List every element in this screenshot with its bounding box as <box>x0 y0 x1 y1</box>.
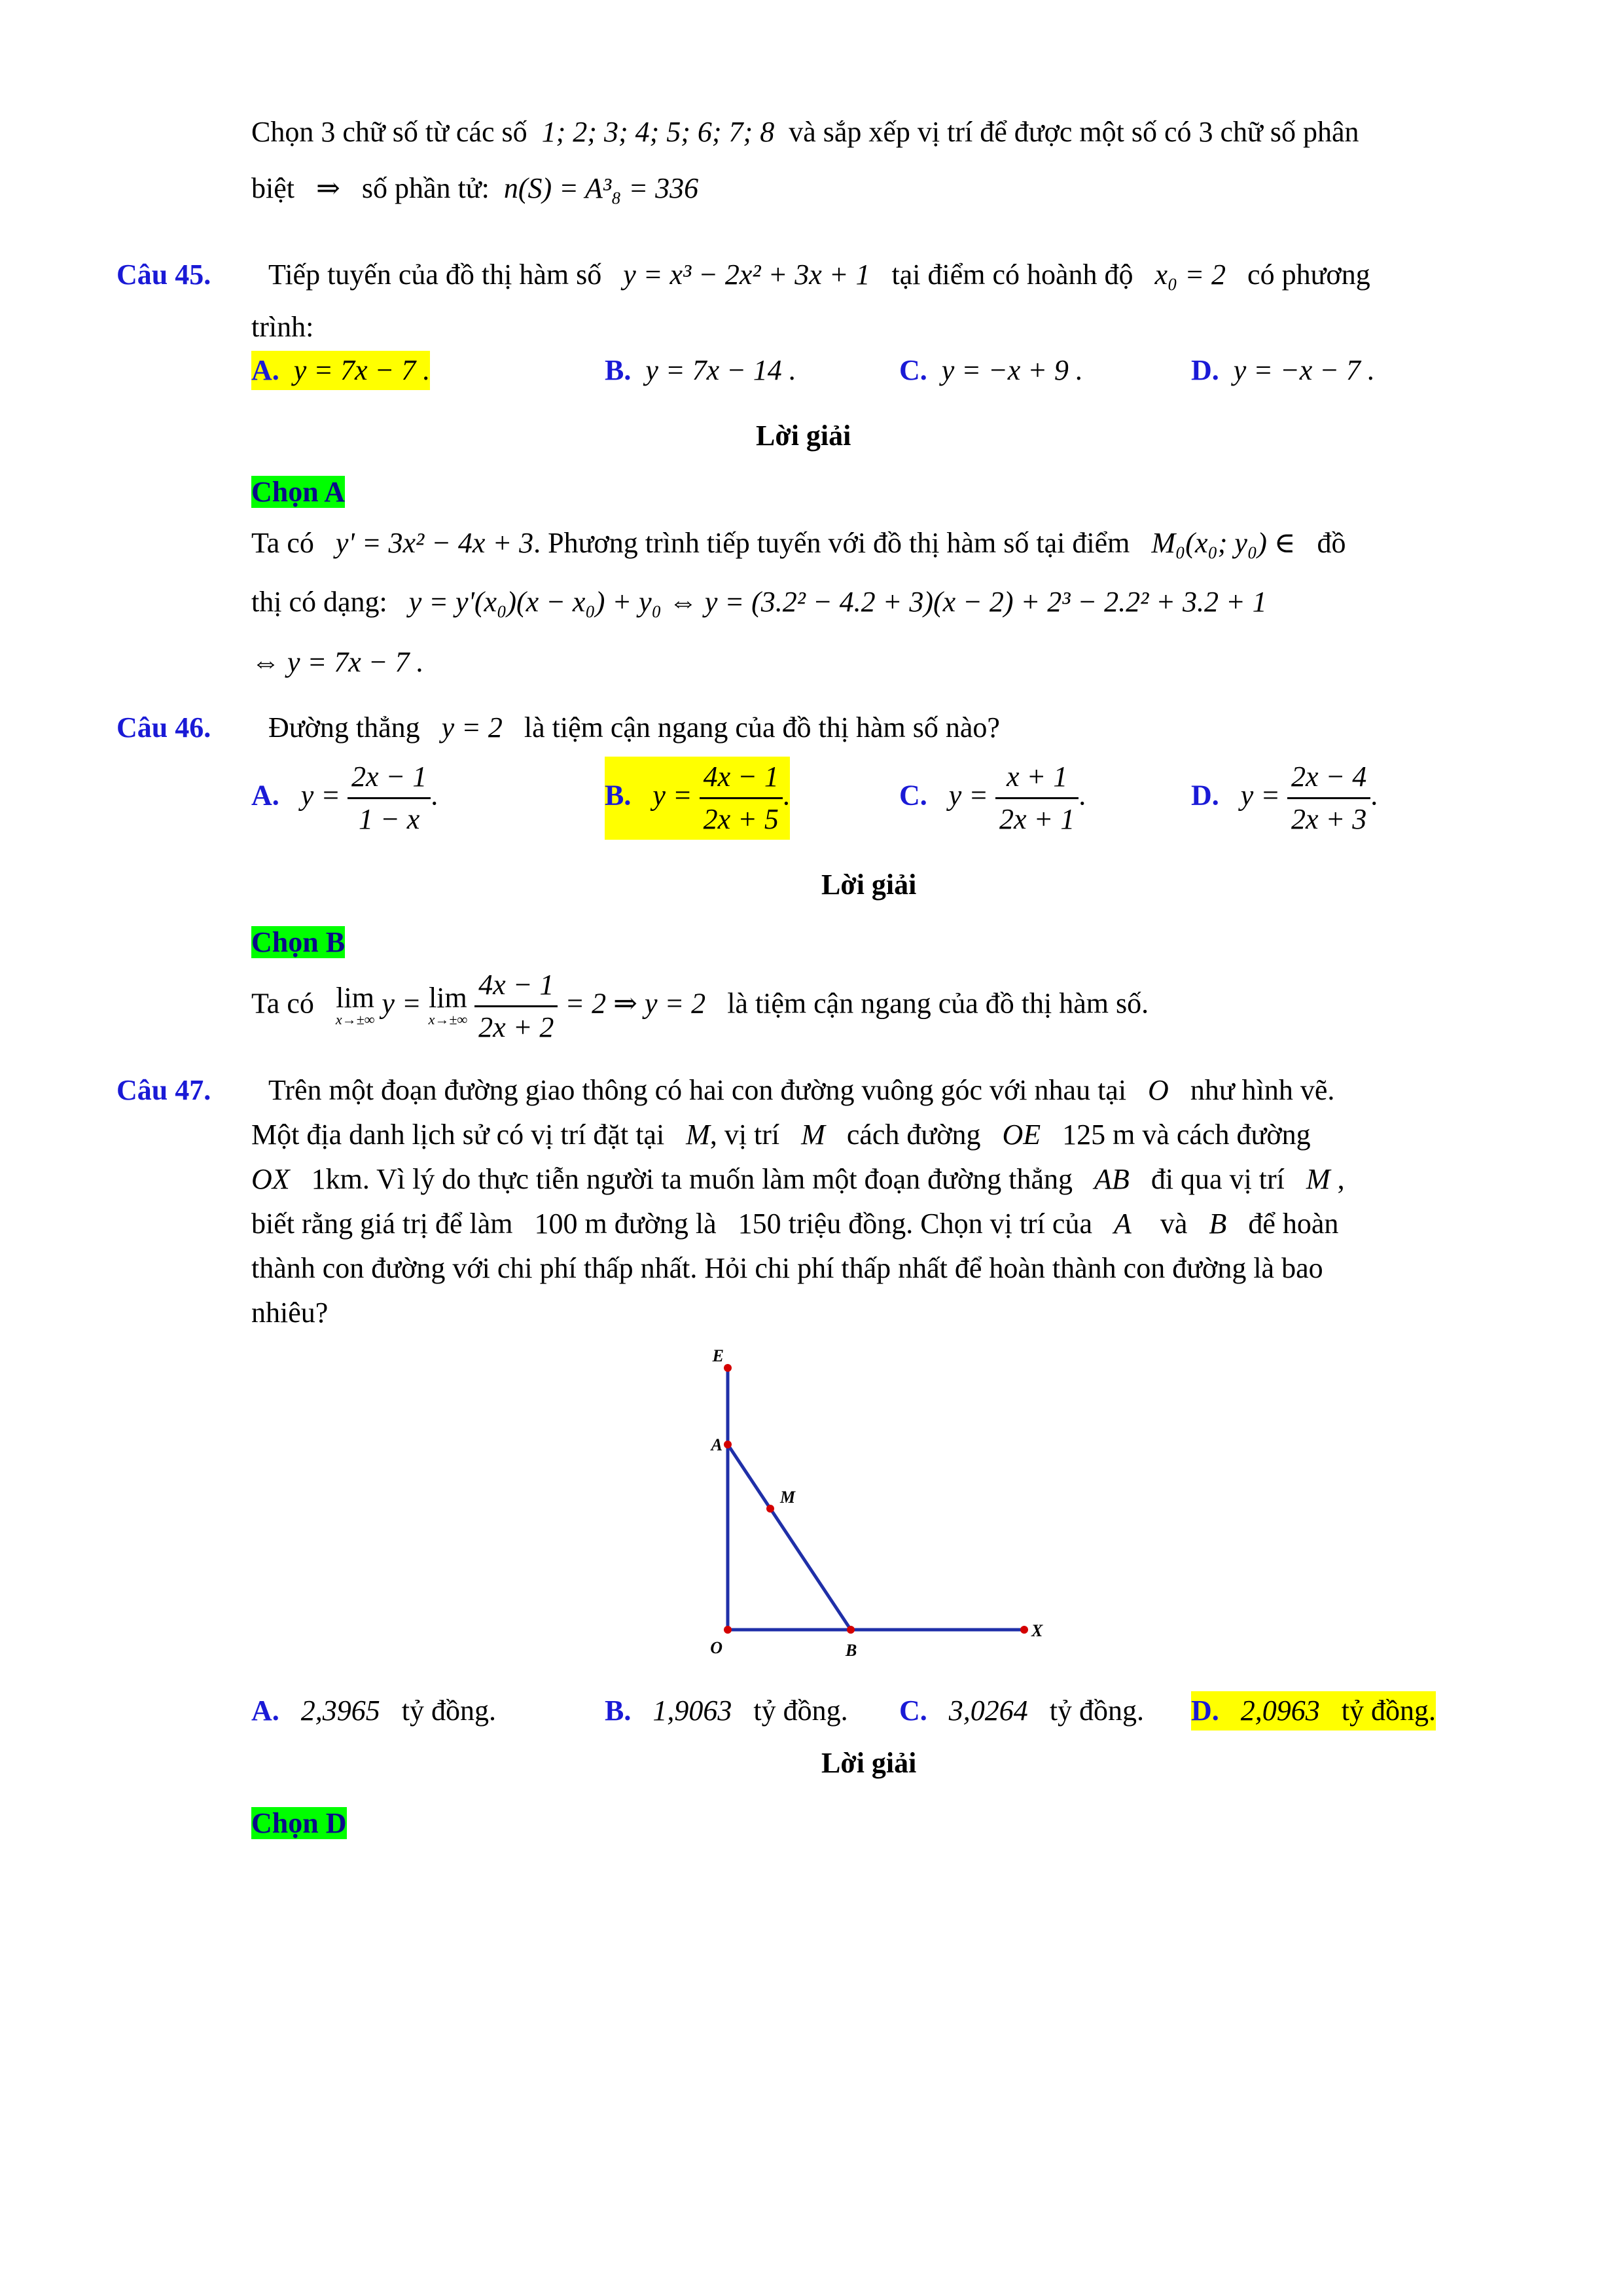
q47-var: O <box>1148 1074 1169 1106</box>
q45-solution-line-1 <box>251 524 1346 563</box>
fraction-numerator: 2x − 1 <box>348 757 431 799</box>
intro-tail: và sắp xếp vị trí để được một số có 3 chữ số phân <box>789 116 1359 148</box>
q46-solution-line <box>251 965 1149 1048</box>
intro-text: Chọn 3 chữ số từ các số <box>251 116 527 148</box>
limit-2 <box>428 981 468 1028</box>
q47-var: OX <box>251 1163 290 1195</box>
q47-chosen-badge: Chọn D <box>251 1807 347 1839</box>
option-fraction <box>1287 757 1370 840</box>
option-text: y = 7x − 14 . <box>645 354 796 386</box>
road-figure <box>694 1348 1060 1662</box>
q47-option-c[interactable] <box>899 1691 1144 1731</box>
intro-digits: 1; 2; 3; 4; 5; 6; 7; 8 <box>541 116 775 148</box>
sol-text: Ta có <box>251 987 314 1020</box>
fraction-numerator: 2x − 4 <box>1287 757 1370 799</box>
q46-option-a[interactable] <box>251 757 438 840</box>
option-letter: D. <box>1191 779 1219 812</box>
q47-option-a[interactable] <box>251 1691 496 1731</box>
q47-text: cách đường <box>846 1119 981 1151</box>
q45-solution-line-2 <box>251 583 1267 622</box>
option-value: 2,0963 <box>1240 1695 1320 1727</box>
point-e <box>724 1364 732 1372</box>
option-letter: A. <box>251 779 279 812</box>
option-fraction <box>995 757 1079 840</box>
q47-label: Câu 47. <box>116 1074 211 1106</box>
q45-stem-line2: trình: <box>251 311 314 343</box>
option-text: y = 7x − 7 . <box>293 354 431 386</box>
q47-text: Một địa danh lịch sử có vị trí đặt tại <box>251 1119 665 1151</box>
option-text: y = −x − 7 . <box>1233 354 1375 386</box>
option-letter: A. <box>251 354 279 386</box>
lim-sub: x→±∞ <box>335 1011 375 1028</box>
point-x <box>1020 1626 1028 1634</box>
point-m <box>766 1505 774 1513</box>
option-text: y = −x + 9 . <box>941 354 1083 386</box>
option-letter: B. <box>605 354 632 386</box>
q47-solution-title: Lời giải <box>821 1747 917 1779</box>
point-o <box>724 1626 732 1634</box>
option-lhs: y = <box>1240 779 1281 812</box>
lim-sub: x→±∞ <box>428 1011 468 1028</box>
option-fraction <box>348 757 431 840</box>
label-o: O <box>710 1638 722 1657</box>
q47-var: OE <box>1002 1119 1041 1151</box>
q47-line-2 <box>251 1115 1311 1155</box>
q45-stem <box>268 255 1370 295</box>
limit-1 <box>335 981 375 1028</box>
q47-text: 100 m đường là <box>534 1208 717 1240</box>
q47-line-4 <box>251 1204 1338 1244</box>
q45-stem-a: Tiếp tuyến của đồ thị hàm số <box>268 259 602 291</box>
q45-label: Câu 45. <box>116 259 211 291</box>
option-value: 2,3965 <box>300 1695 380 1727</box>
option-tail: . <box>1079 779 1086 812</box>
limit-result: = 2 ⇒ y = 2 <box>565 987 706 1020</box>
q47-line-1 <box>268 1071 1334 1110</box>
lim-y: y = <box>382 987 421 1020</box>
q47-text: 150 triệu đồng. Chọn vị trí của <box>738 1208 1092 1240</box>
option-letter: C. <box>899 354 927 386</box>
q46-label: Câu 46. <box>116 711 211 744</box>
option-lhs: y = <box>652 779 692 812</box>
lim-word: lim <box>336 981 374 1014</box>
point-m0: M₀(x₀; y₀) ∈ <box>1151 527 1296 559</box>
option-letter: C. <box>899 779 927 812</box>
option-unit: tỷ đồng. <box>1341 1695 1436 1727</box>
option-unit: tỷ đồng. <box>1049 1695 1145 1727</box>
q45-x0: x₀ = 2 <box>1154 259 1226 291</box>
q45-solution-line-3: ⇔ y = 7x − 7 . <box>251 646 424 678</box>
label-e: E <box>712 1348 724 1365</box>
option-tail: . <box>782 779 790 812</box>
q47-var: B <box>1209 1208 1227 1240</box>
sol-text: . Phương trình tiếp tuyến với đồ thị hàm số tại điểm <box>533 527 1130 559</box>
fraction-denominator: 2x + 5 <box>703 803 779 835</box>
option-letter: B. <box>605 779 632 812</box>
q47-text: đi qua vị trí <box>1150 1163 1285 1195</box>
q47-chosen <box>251 1804 347 1843</box>
q45-chosen <box>251 473 345 512</box>
q47-text: để hoàn <box>1248 1208 1339 1240</box>
fraction-denominator: 2x + 3 <box>1291 803 1367 835</box>
option-tail: . <box>1370 779 1378 812</box>
intro-line-2 <box>251 169 698 208</box>
q46-chosen <box>251 923 345 962</box>
q45-option-c[interactable] <box>899 351 1083 390</box>
intro-line-1 <box>251 113 1359 152</box>
q47-line-3 <box>251 1160 1345 1199</box>
q47-text: 125 m và cách đường <box>1062 1119 1311 1151</box>
implies-symbol: ⇒ <box>315 172 340 204</box>
limit-fraction <box>474 965 558 1048</box>
q47-var: M <box>1306 1163 1330 1195</box>
fraction-numerator: 4x − 1 <box>700 757 783 799</box>
label-a: A <box>711 1435 722 1454</box>
q47-var: AB <box>1094 1163 1130 1195</box>
intro-tail-2: số phần tử: <box>361 172 490 204</box>
point-a <box>724 1441 732 1448</box>
q45-chosen-badge: Chọn A <box>251 476 346 508</box>
q47-option-d[interactable] <box>1191 1691 1436 1731</box>
option-letter: B. <box>605 1695 632 1727</box>
q47-text: biết rằng giá trị để làm <box>251 1208 513 1240</box>
q47-text: Trên một đoạn đường giao thông có hai con đường vuông góc với nhau tại <box>268 1074 1127 1106</box>
q45-option-b[interactable] <box>605 351 796 390</box>
q45-option-d[interactable] <box>1191 351 1375 390</box>
option-tail: . <box>431 779 438 812</box>
option-letter: A. <box>251 1695 279 1727</box>
fraction-denominator: 2x + 1 <box>999 803 1075 835</box>
sol-text: là tiệm cận ngang của đồ thị hàm số. <box>727 987 1149 1020</box>
option-unit: tỷ đồng. <box>753 1695 848 1727</box>
label-b: B <box>846 1641 857 1660</box>
road-ab-line <box>728 1444 851 1630</box>
q45-function: y = x³ − 2x² + 3x + 1 <box>623 259 870 291</box>
option-lhs: y = <box>300 779 341 812</box>
option-unit: tỷ đồng. <box>401 1695 497 1727</box>
q47-text: 1km. Vì lý do thực tiễn người ta muốn làm một đoạn đường thẳng <box>311 1163 1073 1195</box>
q47-var: M <box>801 1119 825 1151</box>
q47-var: A <box>1114 1208 1132 1240</box>
fraction-denominator: 1 − x <box>359 803 420 835</box>
q47-var: M <box>686 1119 710 1151</box>
q46-stem-b: là tiệm cận ngang của đồ thị hàm số nào? <box>524 711 1000 744</box>
q47-text: , vị trí <box>709 1119 780 1151</box>
intro-formula: n(S) = A³₈ = 336 <box>503 172 699 204</box>
q47-text: như hình vẽ. <box>1190 1074 1335 1106</box>
option-letter: D. <box>1191 1695 1219 1727</box>
option-lhs: y = <box>948 779 989 812</box>
q46-stem <box>268 708 1000 747</box>
tangent-formula: y = y'(x₀)(x − x₀) + y₀ ⇔ y = (3.2² − 4.2 + 3)(x − 2) + 2³ − 2.2² + 3.2 + 1 <box>408 586 1267 618</box>
q46-chosen-badge: Chọn B <box>251 926 346 958</box>
derivative-formula: y' = 3x² − 4x + 3 <box>335 527 534 559</box>
q45-stem-c: có phương <box>1247 259 1370 291</box>
q46-option-d[interactable] <box>1191 757 1378 840</box>
option-fraction <box>700 757 783 840</box>
q47-line-5: thành con đường với chi phí thấp nhất. Hỏi chi phí thấp nhất để hoàn thành con đường là bao <box>251 1252 1323 1284</box>
q46-solution-title: Lời giải <box>821 869 917 901</box>
q47-text: và <box>1160 1208 1188 1240</box>
label-x: X <box>1031 1621 1043 1640</box>
q47-text: , <box>1337 1163 1345 1195</box>
fraction-numerator: x + 1 <box>995 757 1079 799</box>
fraction-numerator: 4x − 1 <box>474 965 558 1007</box>
q47-option-b[interactable] <box>605 1691 848 1731</box>
point-b <box>847 1626 855 1634</box>
sol-text: Ta có <box>251 527 314 559</box>
q45-option-a[interactable] <box>251 351 430 390</box>
fraction-denominator: 2x + 2 <box>478 1011 554 1043</box>
q46-line: y = 2 <box>441 711 503 744</box>
option-value: 3,0264 <box>948 1695 1028 1727</box>
sol-text: đồ <box>1317 527 1346 559</box>
intro-text-2: biệt <box>251 172 294 204</box>
q46-stem-a: Đường thẳng <box>268 711 420 744</box>
q46-option-b[interactable] <box>605 757 790 840</box>
label-m: M <box>780 1488 796 1507</box>
q47-line-6: nhiêu? <box>251 1297 329 1329</box>
option-letter: C. <box>899 1695 927 1727</box>
option-value: 1,9063 <box>652 1695 732 1727</box>
lim-word: lim <box>429 981 467 1014</box>
sol-text: thị có dạng: <box>251 586 387 618</box>
q46-option-c[interactable] <box>899 757 1086 840</box>
q45-solution-title: Lời giải <box>756 420 851 452</box>
q45-stem-b: tại điểm có hoành độ <box>891 259 1133 291</box>
option-letter: D. <box>1191 354 1219 386</box>
